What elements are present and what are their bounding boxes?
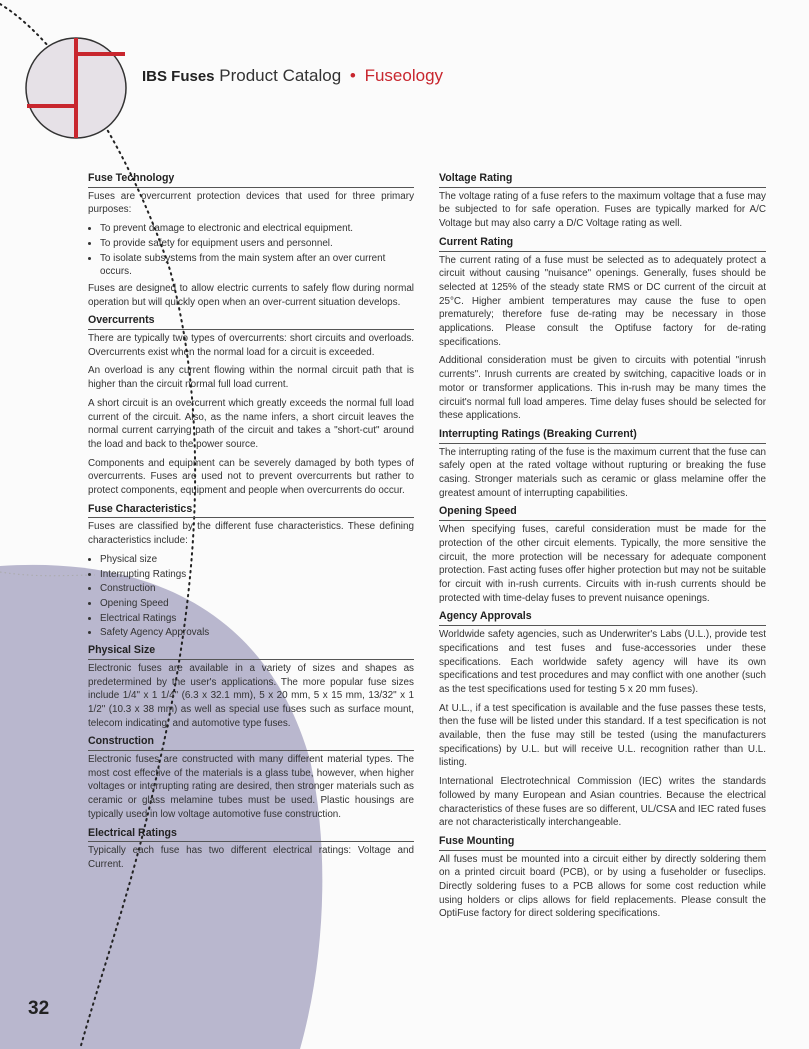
heading-fuse-technology: Fuse Technology (88, 172, 414, 188)
fuse-mounting-paragraph: All fuses must be mounted into a circuit either by directly soldering them on a printed circuit board (PCB), or by using a fuseholder or fuseclips. Directly soldering fuses to a PCB allows for some cost reduction while using holders or clips allows for field replacements. Please consult the OptiFuse factory for direct soldering specifications. (439, 853, 766, 920)
section-title: Fuseology (364, 66, 444, 85)
voltage-rating-paragraph: The voltage rating of a fuse refers to the maximum voltage that a fuse may be subjected to for safe operation. Fuses are typically marked for A/C Voltage but may also carry a D/C Voltage rating as well. (439, 190, 766, 230)
agency-approvals-paragraph: At U.L., if a test specification is available and the fuse passes these tests, then the fuse will be listed under this standard. If a test specification is not available, then the fuse may still be tested (using the manufacturers specifications) by U.L. but will receive U.L. recognition rather than U.L. listing. (439, 702, 766, 769)
fuse-technology-paragraph: Fuses are designed to allow electric currents to safely flow during normal operation but will quickly open when an over-current situation develops. (88, 282, 414, 308)
title-separator: • (349, 66, 356, 85)
current-rating-paragraph: The current rating of a fuse must be selected as to adequately protect a circuit without causing "nuisance" openings. Generally, fuses should be selected at 125% of the steady state RMS or DC current of the circuit at 25°C. Higher ambient temperatures may cause the fuse to open prematurely; therefore fuse de-rating may be necessary in those applications. Please consult the Optifuse factory for de-rating specifications. (439, 254, 766, 348)
overcurrents-paragraph: A short circuit is an overcurrent which greatly exceeds the normal full load current of the circuit. Also, as the name infers, a short circuit leaves the normal current carrying path of the circuit and takes a "short-cut" around the load and back to the power source. (88, 397, 414, 450)
list-item: • Electrical Ratings (100, 612, 414, 626)
construction-paragraph: Electronic fuses are constructed with many different material types. The most cost effective of the materials is a glass tube, however, when higher voltages or interrupting rating are desired, then stronger materials such as ceramic or glass melamine tubes must be used. Plastic housings are typically used in low voltage automotive fuse construction. (88, 754, 414, 820)
list-item: • Physical size (100, 553, 414, 567)
page-number: 32 (28, 998, 50, 1019)
electrical-ratings-paragraph: Typically each fuse has two different electrical ratings: Voltage and Current. (88, 845, 414, 870)
heading-voltage-rating: Voltage Rating (439, 172, 766, 188)
physical-size-paragraph: Electronic fuses are available in a variety of sizes and shapes as predetermined by the user's applications. The more popular fuse sizes include 1/4" x 1 1/4" (6.3 x 32.1 mm), 5 x 20 mm, 5 x 15 mm, 13/32" x 1 1/2" (10.3 x 38 mm) as well as special use fuses such as surface mount, telecom indicating, and automotive type fuses. (88, 662, 414, 729)
heading-overcurrents: Overcurrents (88, 314, 414, 330)
list-item: • Opening Speed (100, 597, 414, 611)
heading-electrical-ratings: Electrical Ratings (88, 827, 414, 843)
left-column (88, 172, 414, 877)
fuse-characteristics-list (88, 553, 414, 640)
current-rating-paragraph: Additional consideration must be given to circuits with potential "inrush currents". Inrush currents are created by switching, capacitive loads or in motor or transformer applications. This in-rush may be many times the circuit's normal full load amperes. Time delay fuses should be selected for these applications. (439, 355, 766, 422)
fuse-technology-list (88, 222, 414, 279)
heading-interrupting-ratings: Interrupting Ratings (Breaking Current) (439, 428, 766, 444)
list-item: • Construction (100, 582, 414, 596)
agency-approvals-paragraph: International Electrotechnical Commission (IEC) writes the standards followed by many European and Asian countries. Because the electrical characteristics of these fuses are so different, UL/CSA and IEC rated fuses are not characteristically interchangeable. (439, 776, 766, 829)
fuse-characteristics-intro: Fuses are classified by the different fuse characteristics. These defining characteristics include: (88, 521, 414, 547)
heading-agency-approvals: Agency Approvals (439, 610, 766, 626)
overcurrents-paragraph: An overload is any current flowing within the normal circuit path that is higher than the circuit normal full load current. (88, 365, 414, 391)
heading-current-rating: Current Rating (439, 236, 766, 252)
list-item: • To isolate subsystems from the main system after an over current occurs. (100, 252, 414, 279)
list-item: • To prevent damage to electronic and electrical equipment. (100, 222, 414, 236)
fuse-technology-intro: Fuses are overcurrent protection devices that used for three primary purposes: (88, 190, 414, 216)
heading-fuse-characteristics: Fuse Characteristics (88, 503, 414, 519)
agency-approvals-paragraph: Worldwide safety agencies, such as Underwriter's Labs (U.L.), provide test specifications and test fuses and fuse-accessories under these specifications. Each worldwide safety agency will have its own specifications and test procedures and may conflict with one another (such as the test specifications used for testing 5 x 20 mm fuses). (439, 629, 766, 695)
overcurrents-paragraph: There are typically two types of overcurrents: short circuits and overloads. Overcurrents exist when the normal load for a circuit is exceeded. (88, 333, 414, 358)
list-item: • Safety Agency Approvals (100, 626, 414, 640)
logo-icon (26, 38, 126, 138)
catalog-title: Product Catalog (219, 66, 342, 85)
overcurrents-paragraph: Components and equipment can be severely damaged by both types of overcurrents. Fuses are used not to prevent overcurrents but rather to protect components, equipment and people when overcurrents do occur. (88, 457, 414, 497)
catalog-header (142, 66, 443, 86)
heading-physical-size: Physical Size (88, 644, 414, 660)
heading-opening-speed: Opening Speed (439, 505, 766, 521)
list-item: • Interrupting Ratings (100, 568, 414, 582)
list-item: • To provide safety for equipment users and personnel. (100, 237, 414, 251)
right-column (439, 172, 766, 926)
heading-fuse-mounting: Fuse Mounting (439, 835, 766, 851)
opening-speed-paragraph: When specifying fuses, careful consideration must be made for the protection of the other circuit elements. Typically, the more sensitive the circuit, the more protection will be necessary for adequate component protection. Fast acting fuses offer higher protection but may not be suitable for circuit with in-rush currents. Circuits with in-rush currents should be protected with time-delay fuses to prevent nuisance openings. (439, 524, 766, 604)
heading-construction: Construction (88, 735, 414, 751)
interrupting-ratings-paragraph: The interrupting rating of the fuse is the maximum current that the fuse can safely open at the rated voltage without rupturing or breaking the fuse casing. Stronger materials such as ceramic or glass melamine offer the greatest amount of interrupting capabilities. (439, 446, 766, 499)
brand-name: IBS Fuses (142, 68, 215, 85)
